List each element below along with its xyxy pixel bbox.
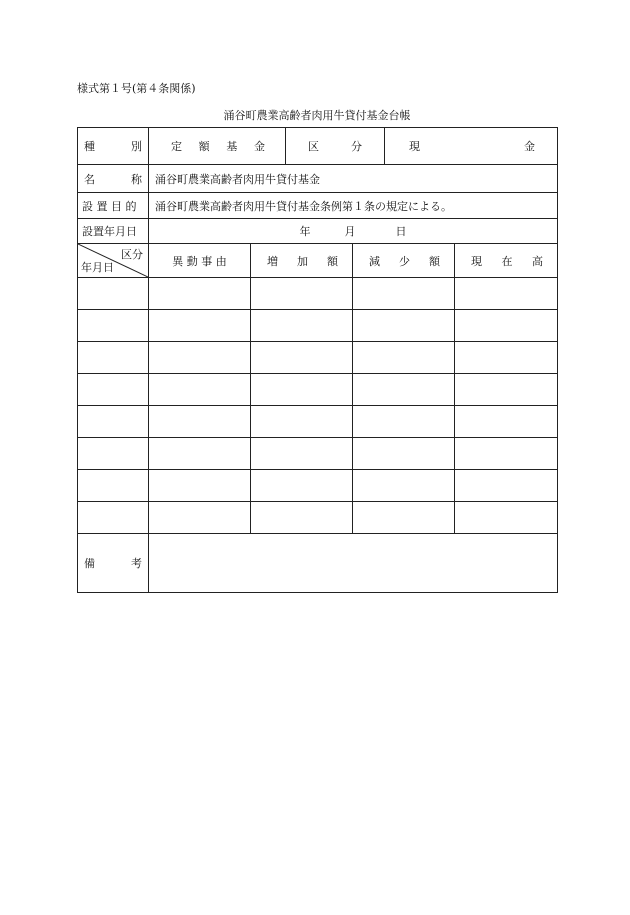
decrease-cell[interactable] (353, 342, 455, 374)
fixed-fund-char: 基 (226, 140, 238, 153)
balance-cell[interactable] (455, 310, 558, 342)
decrease-header (353, 244, 455, 278)
diagonal-header-cell (78, 244, 149, 278)
reason-cell[interactable] (149, 406, 251, 438)
reason-cell[interactable] (149, 470, 251, 502)
type-row (78, 128, 558, 165)
month-unit: 月 (344, 225, 356, 238)
date-cell[interactable] (78, 406, 149, 438)
name-value: 涌谷町農業高齢者肉用牛貸付基金 (149, 165, 558, 193)
balance-cell[interactable] (455, 374, 558, 406)
date-cell[interactable] (78, 438, 149, 470)
increase-cell[interactable] (251, 278, 353, 310)
table-row (78, 438, 558, 470)
table-row (78, 342, 558, 374)
cash-char: 金 (524, 140, 535, 153)
category-cell (286, 128, 385, 165)
remarks-value[interactable] (149, 534, 558, 593)
balance-cell[interactable] (455, 342, 558, 374)
name-label-char: 名 (84, 172, 95, 186)
form-number: 様式第１号(第４条関係) (77, 82, 196, 95)
decrease-cell[interactable] (353, 310, 455, 342)
decrease-cell[interactable] (353, 406, 455, 438)
type-label-char: 種 (84, 140, 95, 153)
name-row (78, 165, 558, 193)
increase-cell[interactable] (251, 438, 353, 470)
form-title: 涌谷町農業高齢者肉用牛貸付基金台帳 (223, 109, 411, 122)
reason-cell[interactable] (149, 310, 251, 342)
fixed-fund-char: 額 (198, 140, 210, 153)
fixed-fund-char: 金 (253, 140, 265, 153)
increase-cell[interactable] (251, 374, 353, 406)
table-row (78, 470, 558, 502)
increase-header (251, 244, 353, 278)
date-cell[interactable] (78, 310, 149, 342)
decrease-char: 減 (369, 254, 380, 268)
increase-cell[interactable] (251, 342, 353, 374)
date-cell[interactable] (78, 374, 149, 406)
balance-char: 現 (471, 254, 482, 268)
balance-cell[interactable] (455, 278, 558, 310)
reason-cell[interactable] (149, 502, 251, 534)
balance-cell[interactable] (455, 470, 558, 502)
table-row (78, 502, 558, 534)
date-cell[interactable] (78, 342, 149, 374)
balance-char: 在 (501, 254, 513, 268)
category-char: 分 (351, 140, 362, 153)
remarks-label-char: 備 (84, 557, 95, 570)
date-diag-label: 年月日 (81, 261, 114, 274)
purpose-label: 設 置 目 的 (78, 193, 149, 219)
fixed-fund-cell (149, 128, 286, 165)
established-date-cell (149, 219, 558, 244)
reason-cell[interactable] (149, 438, 251, 470)
increase-cell[interactable] (251, 502, 353, 534)
date-cell[interactable] (78, 278, 149, 310)
increase-cell[interactable] (251, 470, 353, 502)
table-row (78, 374, 558, 406)
balance-char: 高 (532, 254, 543, 268)
year-unit: 年 (299, 225, 311, 238)
table-row (78, 278, 558, 310)
increase-char: 増 (267, 254, 278, 268)
cash-char: 現 (409, 140, 420, 153)
category-char: 区 (308, 140, 319, 153)
date-cell[interactable] (78, 502, 149, 534)
type-label-cell (78, 128, 149, 165)
balance-cell[interactable] (455, 502, 558, 534)
established-label: 設置年月日 (78, 219, 149, 244)
type-label-char: 別 (131, 140, 142, 153)
decrease-cell[interactable] (353, 470, 455, 502)
purpose-value: 涌谷町農業高齢者肉用牛貸付基金条例第１条の規定による。 (149, 193, 558, 219)
column-header-row (78, 244, 558, 278)
fund-ledger-table (77, 127, 558, 593)
decrease-char: 額 (429, 254, 440, 268)
day-unit: 日 (395, 225, 407, 238)
remarks-label-cell (78, 534, 149, 593)
reason-cell[interactable] (149, 374, 251, 406)
decrease-cell[interactable] (353, 374, 455, 406)
increase-cell[interactable] (251, 406, 353, 438)
fixed-fund-char: 定 (171, 140, 182, 153)
date-cell[interactable] (78, 470, 149, 502)
table-row (78, 406, 558, 438)
reason-cell[interactable] (149, 278, 251, 310)
increase-cell[interactable] (251, 310, 353, 342)
balance-cell[interactable] (455, 438, 558, 470)
decrease-cell[interactable] (353, 502, 455, 534)
purpose-row (78, 193, 558, 219)
decrease-cell[interactable] (353, 278, 455, 310)
decrease-cell[interactable] (353, 438, 455, 470)
name-label-char: 称 (131, 172, 142, 186)
name-label-cell (78, 165, 149, 193)
cash-cell (385, 128, 558, 165)
remarks-label-char: 考 (131, 557, 142, 570)
balance-header (455, 244, 558, 278)
decrease-char: 少 (399, 254, 410, 268)
balance-cell[interactable] (455, 406, 558, 438)
category-diag-label: 区分 (121, 248, 143, 261)
remarks-row (78, 534, 558, 593)
increase-char: 加 (297, 254, 308, 268)
established-row (78, 219, 558, 244)
reason-cell[interactable] (149, 342, 251, 374)
reason-header: 異 動 事 由 (149, 244, 251, 278)
increase-char: 額 (327, 254, 338, 268)
table-row (78, 310, 558, 342)
